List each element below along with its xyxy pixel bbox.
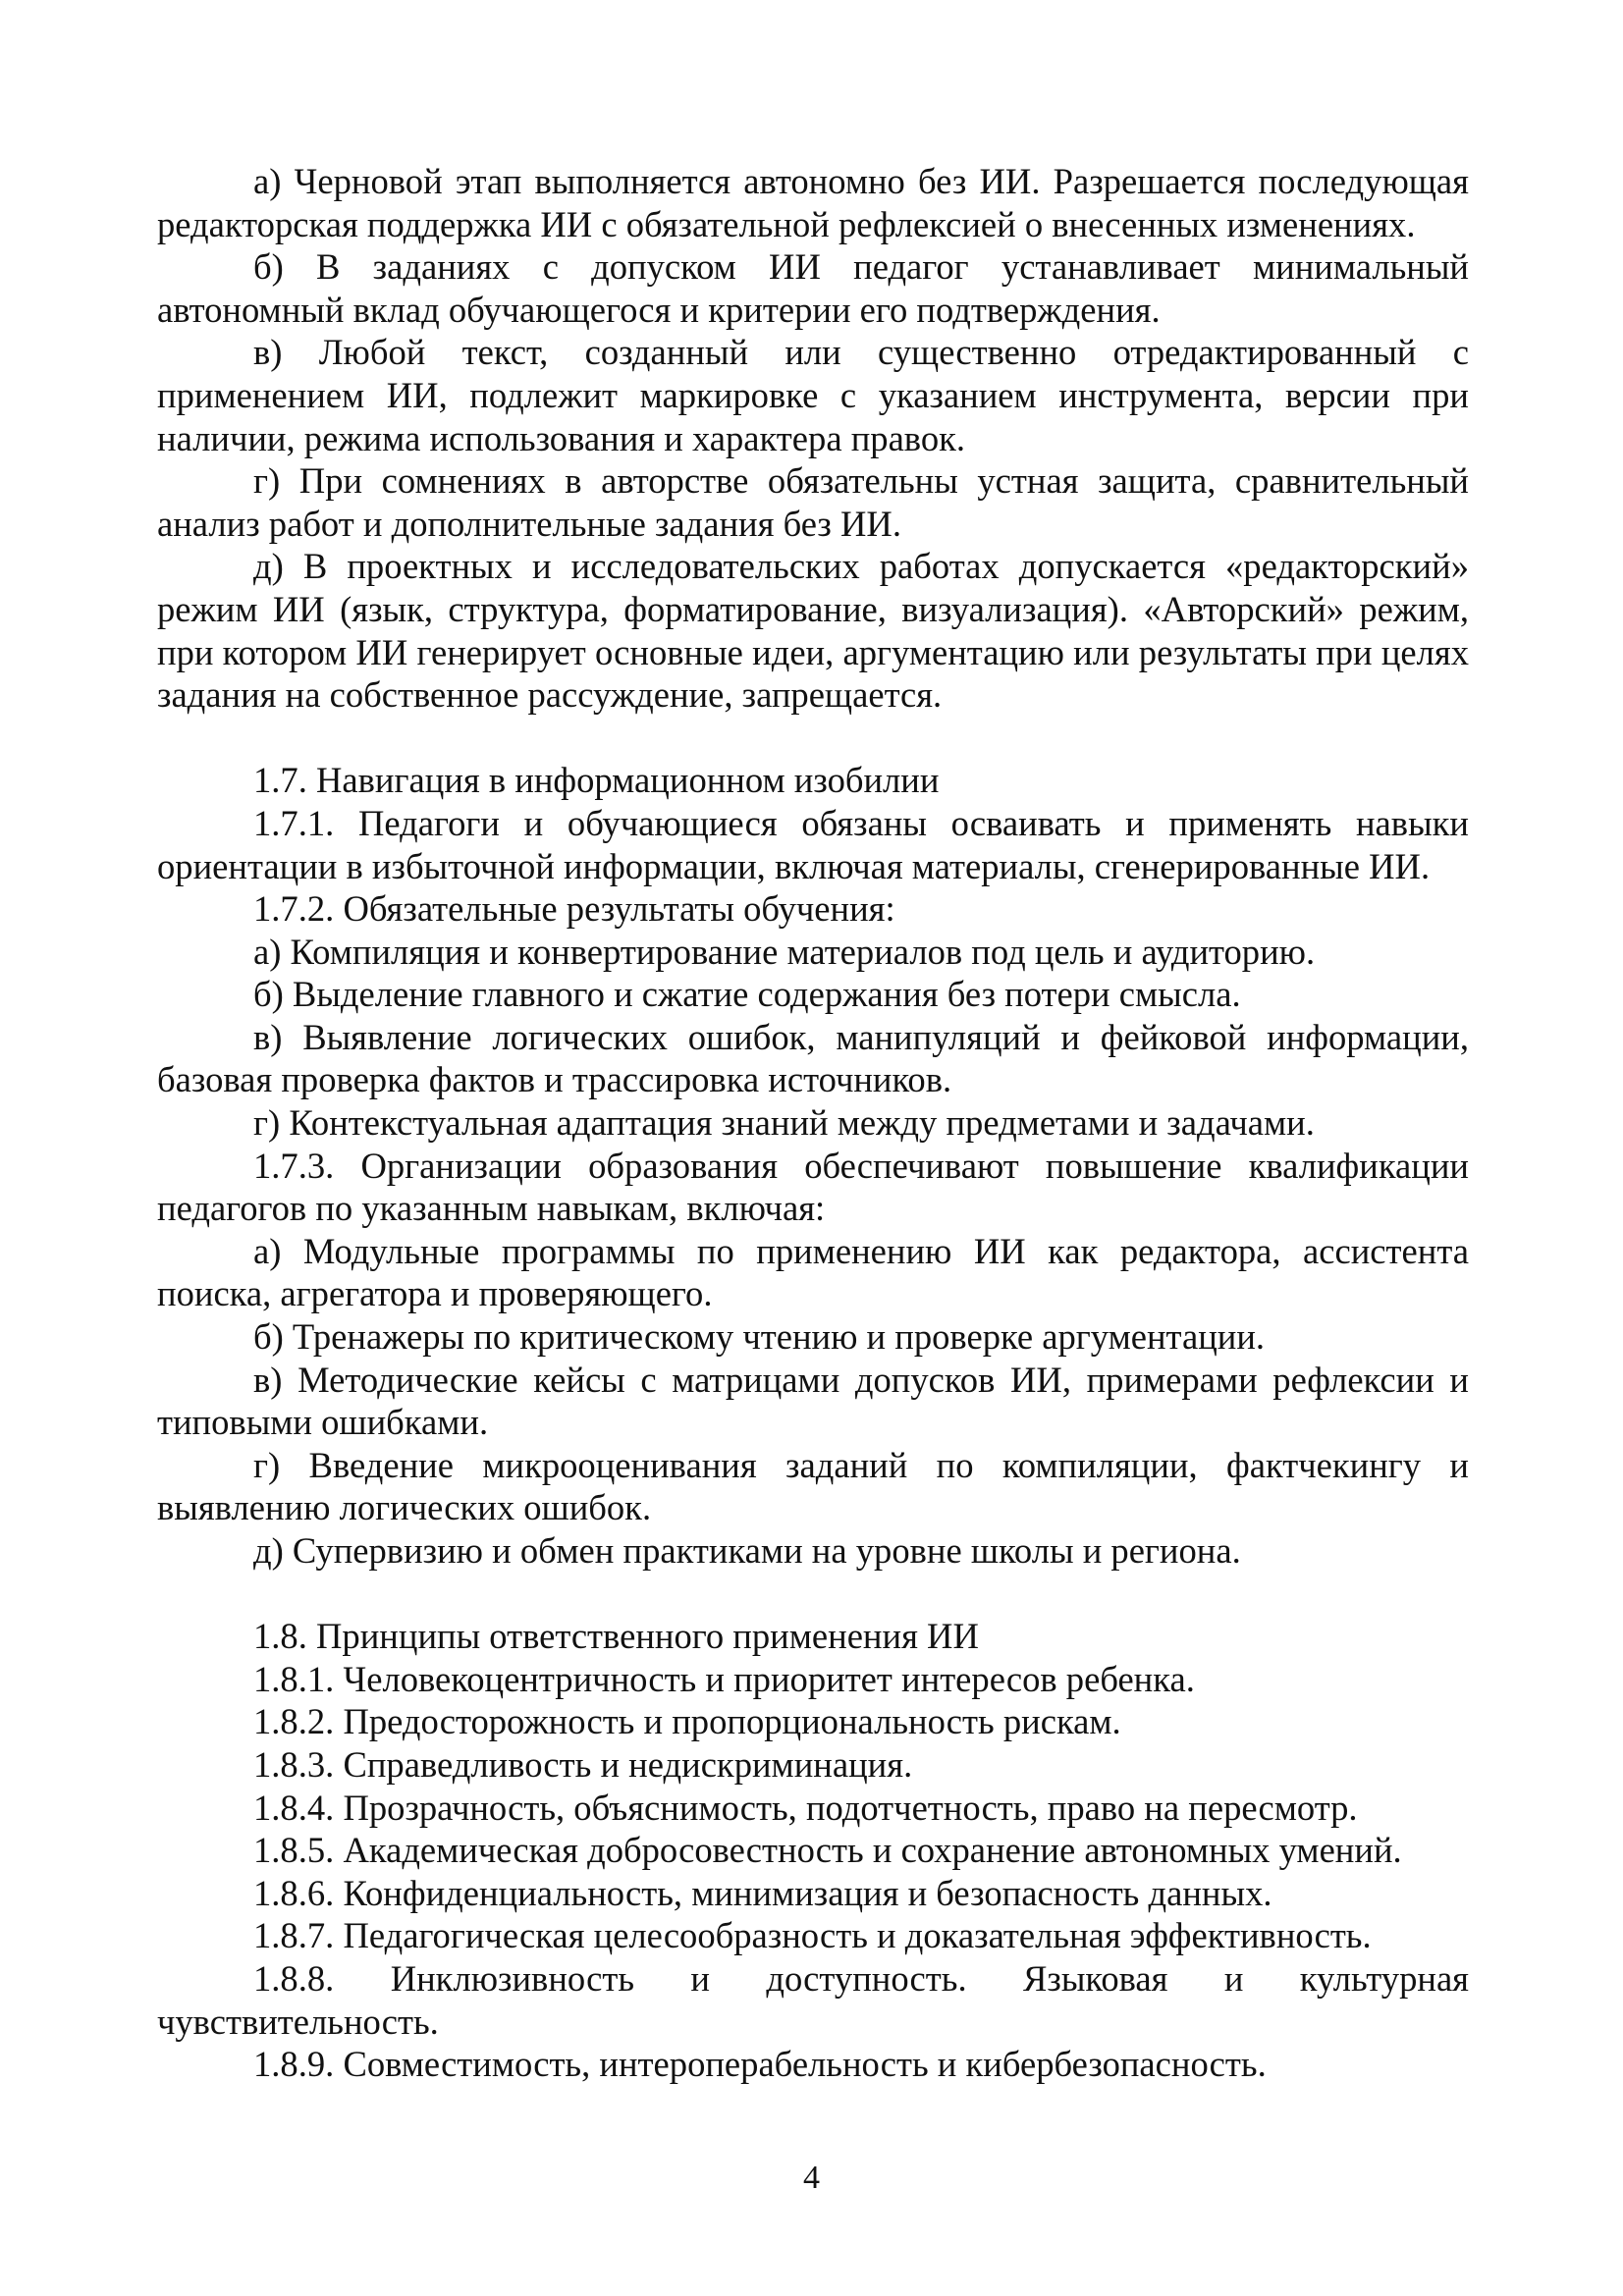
list-item: д) Супервизию и обмен практиками на уровне школы и региона. (253, 1530, 1241, 1571)
paragraph-item-v: в) Любой текст, созданный или существенно отредактированный с применением ИИ, подлежит маркировке с указанием инструмента, версии при наличии, режима использования и характера правок. (157, 332, 1469, 458)
principle-item: 1.8.8. Инклюзивность и доступность. Языковая и культурная чувствительность. (157, 1957, 1469, 2042)
document-page (157, 160, 1469, 2086)
section-1-7 (157, 759, 1469, 1572)
section-heading: 1.8. Принципы ответственного применения ИИ (253, 1616, 979, 1657)
section-heading: 1.7. Навигация в информационном изобилии (253, 760, 940, 801)
ai-usage-rules-list (157, 160, 1469, 717)
paragraph-1-7-2: 1.7.2. Обязательные результаты обучения: (253, 888, 895, 930)
list-item: г) Введение микрооценивания заданий по компиляции, фактчекингу и выявлению логических ошибок. (157, 1444, 1469, 1528)
paragraph-item-d: д) В проектных и исследовательских работах допускается «редакторский» режим ИИ (язык, структура, форматирование, визуализация). «Авторский» режим, при котором ИИ генерирует основные идеи, аргументацию или результаты при целях задания на собственное рассуждение, запрещается. (157, 546, 1469, 716)
principle-item: 1.8.1. Человекоцентричность и приоритет интересов ребенка. (253, 1658, 1195, 1699)
list-item: в) Выявление логических ошибок, манипуляций и фейковой информации, базовая проверка фактов и трассировка источников. (157, 1016, 1469, 1100)
section-1-8 (157, 1615, 1469, 2086)
paragraph-item-g: г) При сомнениях в авторстве обязательны устная защита, сравнительный анализ работ и дополнительные задания без ИИ. (157, 460, 1469, 544)
section-spacer (157, 717, 1469, 760)
paragraph-item-b: б) В заданиях с допуском ИИ педагог устанавливает минимальный автономный вклад обучающегося и критерии его подтверждения. (157, 246, 1469, 330)
list-item: б) Выделение главного и сжатие содержания без потери смысла. (253, 974, 1241, 1015)
principle-item: 1.8.5. Академическая добросовестность и сохранение автономных умений. (253, 1830, 1402, 1871)
list-item: а) Модульные программы по применению ИИ как редактора, ассистента поиска, агрегатора и проверяющего. (157, 1230, 1469, 1314)
list-item: б) Тренажеры по критическому чтению и проверке аргументации. (253, 1316, 1266, 1358)
section-spacer (157, 1573, 1469, 1616)
list-item: г) Контекстуальная адаптация знаний между предметами и задачами. (253, 1102, 1315, 1144)
principle-item: 1.8.7. Педагогическая целесообразность и доказательная эффективность. (253, 1915, 1372, 1956)
paragraph-1-7-1: 1.7.1. Педагоги и обучающиеся обязаны осваивать и применять навыки ориентации в избыточной информации, включая материалы, сгенерированные ИИ. (157, 802, 1469, 886)
list-item: в) Методические кейсы с матрицами допусков ИИ, примерами рефлексии и типовыми ошибками. (157, 1359, 1469, 1443)
paragraph-1-7-3: 1.7.3. Организации образования обеспечивают повышение квалификации педагогов по указанным навыкам, включая: (157, 1145, 1469, 1229)
paragraph-item-a: а) Черновой этап выполняется автономно без ИИ. Разрешается последующая редакторская поддержка ИИ с обязательной рефлексией о внесенных изменениях. (157, 161, 1469, 244)
principle-item: 1.8.2. Предосторожность и пропорциональность рискам. (253, 1701, 1121, 1742)
list-item: а) Компиляция и конвертирование материалов под цель и аудиторию. (253, 931, 1316, 972)
page-number: 4 (803, 2160, 820, 2196)
principle-item: 1.8.9. Совместимость, интероперабельность и кибербезопасность. (253, 2044, 1267, 2085)
principle-item: 1.8.3. Справедливость и недискриминация. (253, 1743, 913, 1785)
principle-item: 1.8.4. Прозрачность, объяснимость, подотчетность, право на пересмотр. (253, 1787, 1358, 1828)
principle-item: 1.8.6. Конфиденциальность, минимизация и безопасность данных. (253, 1872, 1272, 1913)
